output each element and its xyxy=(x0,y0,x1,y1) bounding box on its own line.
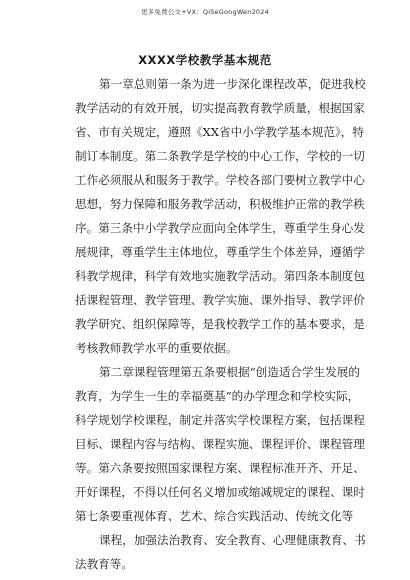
body-line-text: 教学研究、组织保障等，是我校教学工作的基本要求，是 xyxy=(75,317,365,331)
body-line-text: 第七条要重视体育、艺术、综合实践活动、传统文化等 xyxy=(75,509,354,523)
body-line-text: 法教育等。 xyxy=(75,557,133,571)
body-line xyxy=(0,101,410,115)
body-line xyxy=(0,557,410,571)
body-line-text: 科学规划学校课程，制定并落实学校课程方案，包括课程 xyxy=(75,413,365,427)
body-line xyxy=(0,341,410,355)
body-line xyxy=(0,197,410,211)
body-line-text: 目标、课程内容与结构、课程实施、课程评价、课程管理 xyxy=(75,437,365,451)
body-line-text: 考核教师教学水平的重要依据。 xyxy=(75,341,238,355)
body-line xyxy=(0,413,410,427)
body-line xyxy=(0,509,410,523)
body-line xyxy=(0,77,410,91)
body-line xyxy=(0,173,410,187)
body-line xyxy=(0,221,410,235)
body-line-text: 等。第六条要按照国家课程方案、课程标准开齐、开足、 xyxy=(75,461,365,475)
body-line-text: 展规律，尊重学生主体地位，尊重学生个体差异，遵循学 xyxy=(75,245,365,259)
body-line xyxy=(0,461,410,475)
body-line-text: 教学活动的有效开展，切实提高教育教学质量，根据国家 xyxy=(75,101,365,115)
body-line xyxy=(0,389,410,403)
header-promo-note: 更多免费公文+VX：QiSeGongWen2024 xyxy=(141,8,269,16)
body-line xyxy=(0,269,410,283)
body-line xyxy=(0,149,410,163)
document-title: XXXX学校教学基本规范 xyxy=(138,53,272,67)
body-line xyxy=(0,533,410,547)
body-line-text: 开好课程，不得以任何名义增加或缩减规定的课程、课时 xyxy=(75,485,365,499)
body-line xyxy=(0,365,410,379)
body-line-text: 第一章总则第一条为进一步深化课程改革，促进我校 xyxy=(99,77,366,91)
body-line xyxy=(0,317,410,331)
body-line xyxy=(0,437,410,451)
body-line-text: 工作必须服从和服务于教学。学校各部门要树立教学中心 xyxy=(75,173,365,187)
body-line xyxy=(0,293,410,307)
body-line-text: 课程，加强法治教育、安全教育、心理健康教育、书 xyxy=(99,533,366,547)
body-line xyxy=(0,485,410,499)
body-line-text: 科教学规律，科学有效地实施教学活动。第四条本制度包 xyxy=(75,269,365,283)
body-line-text: 省、市有关规定，遵照《XX省中小学教学基本规范》，特 xyxy=(75,125,364,139)
body-line-text: 序。第三条中小学教学应面向全体学生，尊重学生身心发 xyxy=(75,221,365,235)
body-line-text: 思想，努力保障和服务教学活动，积极维护正常的教学秩 xyxy=(75,197,365,211)
body-line-text: 教育，为学生一生的幸福奠基”的办学理念和学校实际， xyxy=(75,389,360,403)
body-line-text: 括课程管理、教学管理、教学实施、课外指导、教学评价 xyxy=(75,293,365,307)
body-line xyxy=(0,245,410,259)
body-line xyxy=(0,125,410,139)
body-line-text: 第二章课程管理第五条要根据“创造适合学生发展的 xyxy=(99,365,360,379)
body-line-text: 制订本制度。第二条教学是学校的中心工作，学校的一切 xyxy=(75,149,365,163)
